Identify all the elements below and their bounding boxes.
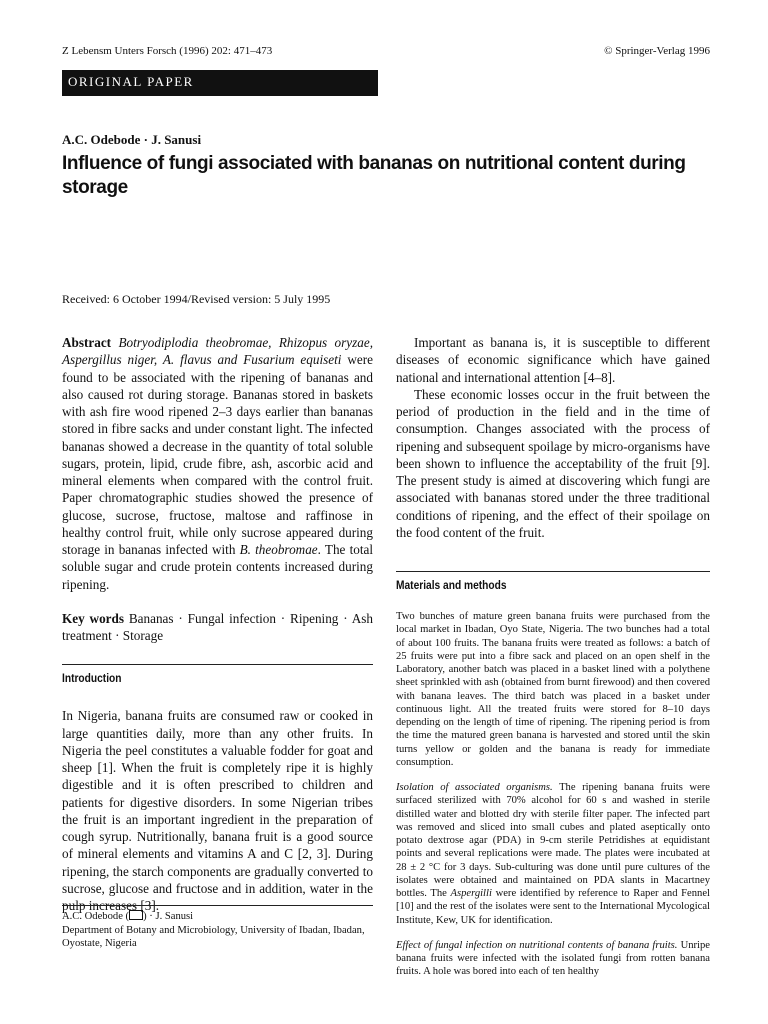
methods-paragraph: Two bunches of mature green banana fruits were purchased from the local market in Ibadan, Oyo State, Nigeria. The two bunches had a total of about 100 fruits. The banana fruits were treated as follows: a batch of 25 fruits were put into a fibre sack and placed on an open shelf in the Laboratory, another batch was placed in a basket lined with a polythene sheet sprinkled with ash (obtained from burnt firewood) and then covered with banana leaves. The third batch was placed in a basket under continuous light. All the treated fruits were stored for 8–10 days depending on the length of time of ripening. The ripening period is from the time the matured green banana is harvested and stored until the skin turns yellow or golden and the banana is ready for immediate consumption. xyxy=(396,611,710,768)
isolation-text: The ripening banana fruits were surfaced sterilized with 70% alcohol for 60 s and washed in sterile distilled water and blotted dry with sterile filter paper. The infected part was removed and sliced into small cubes and plated aseptically onto potato dextrose agar (PDA) in 9-cm sterile Petridishes at equidistant points and several replications were made. The plates were incubated at 28 ± 2 °C for 3 days. Sub-culturing was done until pure cultures of the isolates were obtained and maintained on PDA slants in Macartney bottles. The xyxy=(396,782,710,899)
section-divider xyxy=(396,571,710,572)
abstract-text-end: . The total soluble sugar and crude protein contents increased during ripening. xyxy=(62,542,374,592)
abstract-text: were found to be associated with the ripening of bananas and also caused rot during storage. Bananas stored in baskets with ash fire wood ripened 2–3 days earlier than bananas stored in fibre sacks and under constant light. The infected bananas showed a decrease in the quantity of total soluble sugars, protein, lipid, crude fibre, ash, ascorbic acid and mineral elements when compared with the control fruit. Paper chromatographic studies showed the presence of glucose, sucrose, fructose, maltose and raffinose in healthy control fruit, while only sucrose appeared during storage in bananas infected with xyxy=(62,352,373,557)
envelope-icon xyxy=(129,910,143,920)
abstract-organisms: Botryodiplodia theobromae, Rhizopus oryzae, Aspergillus niger, A. flavus and Fusarium equiseti xyxy=(62,335,374,368)
footnote-affiliation: Department of Botany and Microbiology, University of Ibadan, Ibadan, Oyostate, Nigeria xyxy=(62,924,365,949)
footnote-divider xyxy=(62,905,373,906)
isolation-paragraph xyxy=(396,781,710,927)
effect-text: Unripe banana fruits were infected with the isolated fungi from rotten banana fruits. A hole was bored into each of ten healthy xyxy=(396,939,710,978)
introduction-text: In Nigeria, banana fruits are consumed raw or cooked in large quantities daily, more than any other fruits. In Nigeria the peel constitutes a valuable fodder for goat and sheep [1]. When the fruit is completely ripe it is highly digestible and it is often prescribed to children and patients for digestive disorders. In some Nigerian tribes the fruit is an important ingredient in the preparation of cough syrup. Nutritionally, banana fruit is a good source of mineral elements and vitamins A and C [2, 3]. During ripening, the starch components are gradually converted to sucrose, glucose and fructose and in addition, water in the pulp increases [3]. xyxy=(62,708,373,913)
footnote xyxy=(62,910,373,951)
article-type-banner xyxy=(62,70,378,96)
intro-paragraph: These economic losses occur in the fruit between the period of production in the field and in the time of consumption. Changes associated with the process of ripening and subsequent spoilage by micro-organisms have been shown to influence the acceptability of the fruit [9]. The present study is aimed at discovering which fungi are associated with bananas stored under the three traditional conditions of ripening, and the effect of their spoilage on the food content of the fruit. xyxy=(396,386,710,540)
keywords xyxy=(62,610,373,645)
copyright: © Springer-Verlag 1996 xyxy=(604,45,710,57)
effect-label: Effect of fungal infection on nutritional contents of banana fruits. xyxy=(396,939,678,951)
effect-paragraph xyxy=(396,939,710,979)
article-title: Influence of fungi associated with bananas on nutritional content during storage xyxy=(62,153,686,198)
keywords-label: Key words xyxy=(62,610,124,626)
footnote-coauthor: ) · J. Sanusi xyxy=(143,911,194,922)
left-column xyxy=(62,334,373,914)
abstract-organism: B. theobromae xyxy=(239,542,318,557)
authors: A.C. Odebode · J. Sanusi xyxy=(62,132,202,147)
methods-heading: Materials and methods xyxy=(396,578,507,592)
intro-paragraph: Important as banana is, it is susceptible to different diseases of economic significance which have gained national and international attention [4–8]. xyxy=(396,335,710,385)
right-column xyxy=(396,334,710,979)
footnote-authors xyxy=(62,910,373,924)
section-divider xyxy=(62,664,373,665)
isolation-label: Isolation of associated organisms. xyxy=(396,782,553,793)
keywords-text: Bananas · Fungal infection · Ripening · Ash treatment · Storage xyxy=(62,610,374,643)
journal-citation: Z Lebensm Unters Forsch (1996) 202: 471–473 xyxy=(62,45,273,57)
isolation-text-end: were identified by reference to Raper and Fennel [10] and the rest of the isolates were sent to the International Mycological Institute, Kew, UK for identification. xyxy=(396,888,710,926)
article-type-label: ORIGINAL PAPER xyxy=(68,74,194,89)
isolation-genus: Aspergilli xyxy=(450,888,492,899)
abstract-label: Abstract xyxy=(62,335,112,350)
footnote-author: A.C. Odebode ( xyxy=(62,911,130,922)
received-dates: Received: 6 October 1994/Revised version: 5 July 1995 xyxy=(62,292,331,306)
introduction-heading: Introduction xyxy=(62,671,122,686)
abstract xyxy=(62,334,373,593)
